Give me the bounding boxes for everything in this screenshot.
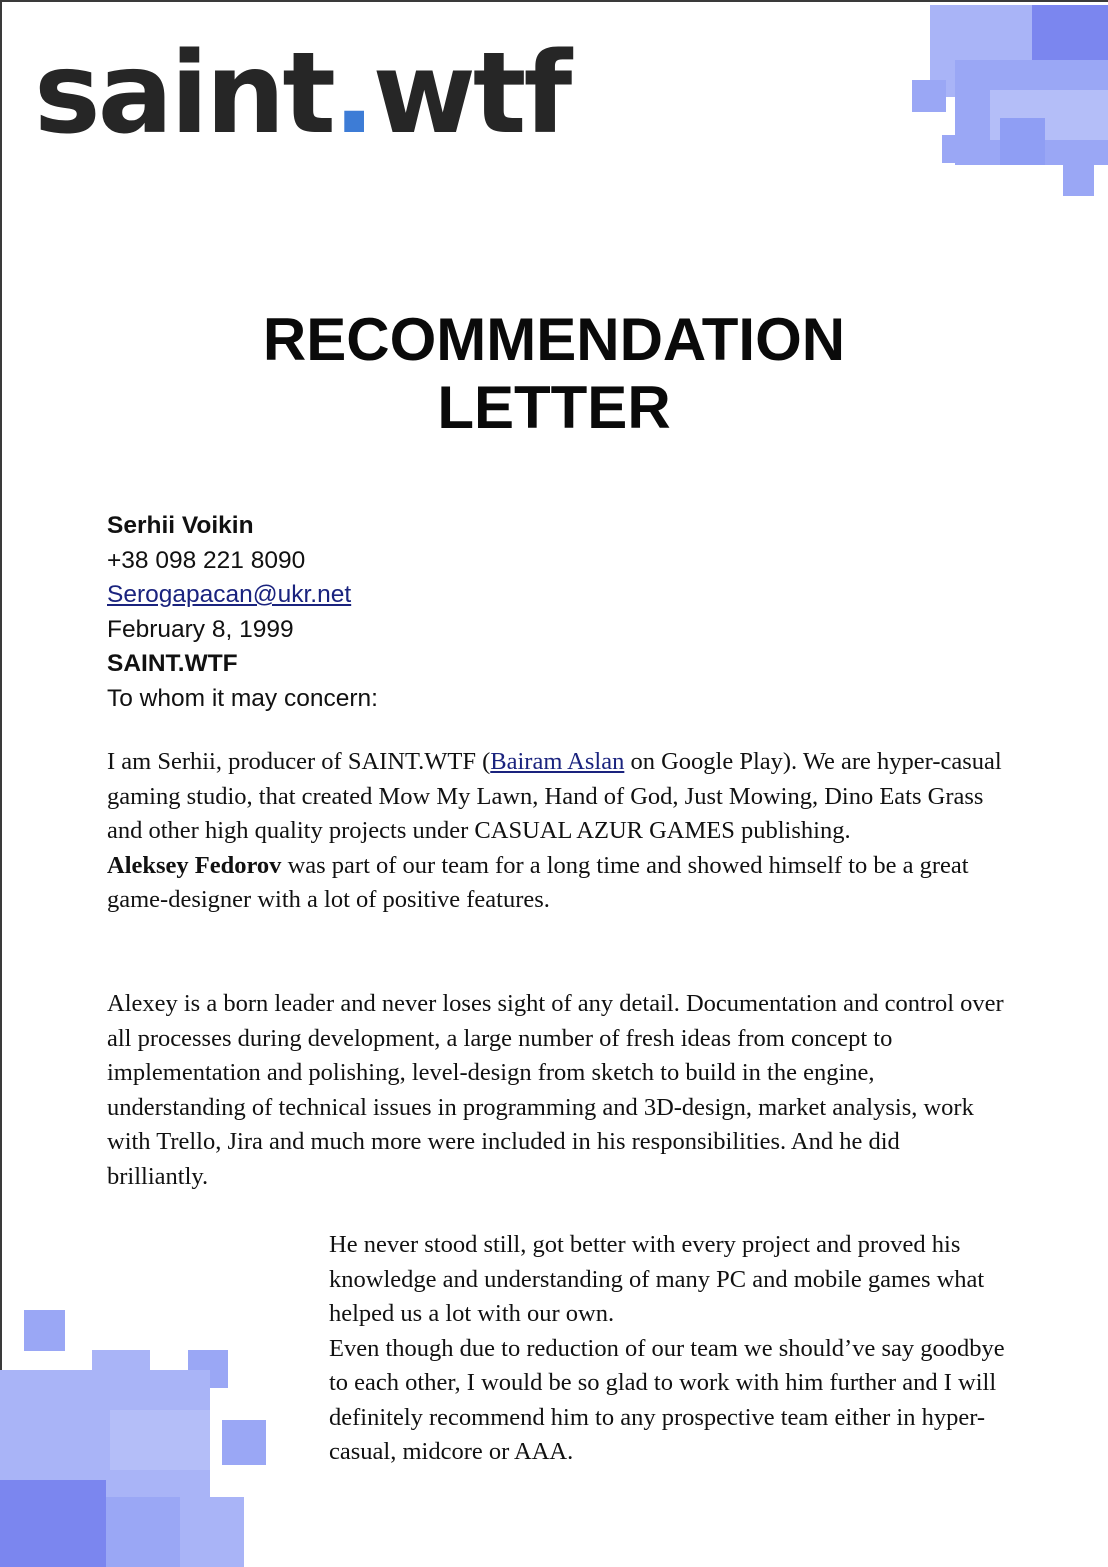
document-title: [0, 306, 1108, 442]
sender-email-link[interactable]: Serogapacan@ukr.net: [107, 581, 352, 608]
page-border-left: [0, 0, 2, 1567]
paragraph-intro: [107, 745, 1007, 918]
page-border-top: [0, 0, 1108, 2]
intro-text: I am Serhii, producer of SAINT.WTF (: [107, 748, 491, 775]
title-line-2: LETTER: [437, 374, 671, 441]
paragraph-closing: [329, 1228, 1019, 1470]
candidate-name: Aleksey Fedorov: [107, 851, 282, 879]
logo-suffix: wtf: [372, 29, 570, 159]
developer-link[interactable]: Bairam Aslan: [490, 748, 625, 775]
closing-text-2: Even though due to reduction of our team we should’ve say goodbye to each other, I would be so glad to work with him further and I will definitely recommend him to any prospective team either in hyper-casual, midcore or AAA.: [329, 1334, 1005, 1465]
sender-company: SAINT.WTF: [107, 650, 238, 677]
paragraph-responsibilities: [107, 987, 1007, 1194]
intro-text-rest: on Google Play). We are hyper-casual gaming studio, that created Mow My Lawn, Hand of God, Just Mowing, Dino Eats Grass and other high quality projects under CASUAL AZUR GAMES publishing.: [107, 748, 1002, 844]
company-logo: [34, 29, 570, 159]
letter-date: February 8, 1999: [107, 615, 294, 643]
sender-name: Serhii Voikin: [107, 512, 254, 539]
candidate-text: was part of our team for a long time and showed himself to be a great game-designer with a lot of positive features.: [107, 851, 969, 913]
logo-name: saint: [34, 29, 333, 159]
sender-block: [107, 509, 378, 716]
sender-phone: +38 098 221 8090: [107, 546, 306, 574]
title-line-1: RECOMMENDATION: [262, 306, 846, 373]
closing-text-1: He never stood still, got better with every project and proved his knowledge and understanding of many PC and mobile games what helped us a lot with our own.: [329, 1231, 985, 1327]
salutation: To whom it may concern:: [107, 684, 378, 712]
logo-dot: .: [332, 29, 373, 159]
responsibilities-text: Alexey is a born leader and never loses sight of any detail. Documentation and control over all processes during development, a large number of fresh ideas from concept to implementation and polishing, level-design from sketch to build in the engine, understanding of technical issues in programming and 3D-design, market analysis, work with Trello, Jira and much more were included in his responsibilities. And he did brilliantly.: [107, 990, 1004, 1190]
